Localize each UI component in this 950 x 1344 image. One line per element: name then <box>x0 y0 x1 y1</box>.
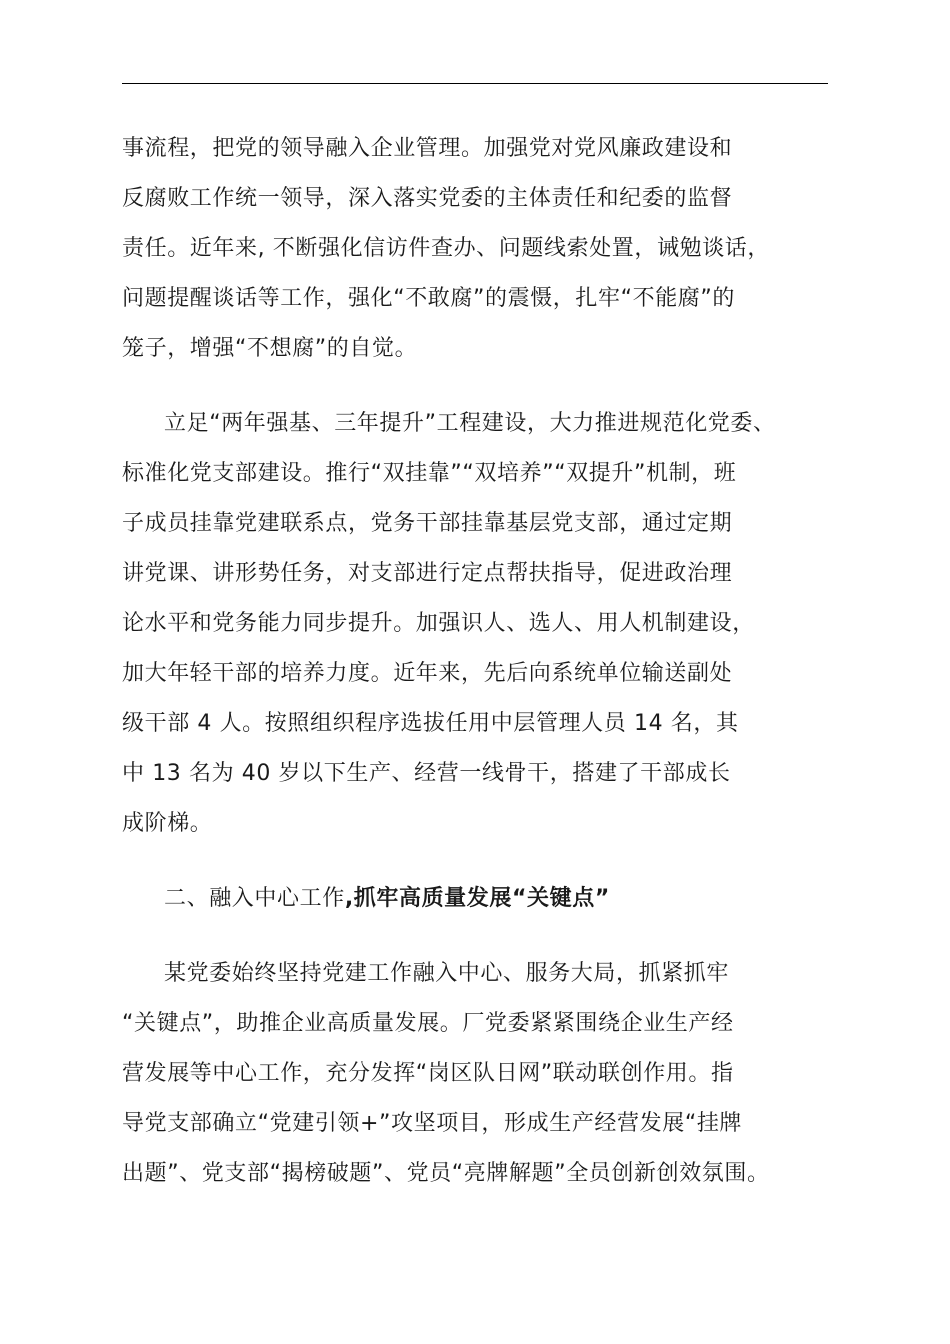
section-heading-lead: 二、融入中心工作 <box>164 886 345 911</box>
paragraph-central-work <box>122 949 862 1199</box>
text-line: 出题”、党支部“揭榜破题”、党员“亮牌解题”全员创新创效氛围。 <box>122 1161 770 1186</box>
text-line: 论水平和党务能力同步提升。加强识人、选人、用人机制建设， <box>122 611 755 636</box>
text-line: 某党委始终坚持党建工作融入中心、服务大局，抓紧抓牢 <box>164 961 730 986</box>
section-heading <box>122 874 862 924</box>
text-line: 责任。近年来, 不断强化信访件查办、问题线索处置，诫勉谈话， <box>122 236 770 261</box>
paragraph-gap <box>122 849 862 874</box>
text-line: 加大年轻干部的培养力度。近年来，先后向系统单位输送副处 <box>122 661 733 686</box>
text-line: 级干部 4 人。按照组织程序选拔任用中层管理人员 14 名，其 <box>122 711 739 736</box>
text-line: 反腐败工作统一领导，深入落实党委的主体责任和纪委的监督 <box>122 186 733 211</box>
text-line: 事流程，把党的领导融入企业管理。加强党对党风廉政建设和 <box>122 136 733 161</box>
paragraph-discipline <box>122 124 862 374</box>
text-line: 营发展等中心工作，充分发挥“岗区队日网”联动联创作用。指 <box>122 1061 734 1086</box>
text-line: 成阶梯。 <box>122 811 213 836</box>
paragraph-cadre-building <box>122 399 862 849</box>
text-line: 导党支部确立“党建引领+”攻坚项目，形成生产经营发展“挂牌 <box>122 1111 743 1136</box>
text-line: 笼子，增强“不想腐”的自觉。 <box>122 336 418 361</box>
text-line: 中 13 名为 40 岁以下生产、经营一线骨干，搭建了干部成长 <box>122 761 731 786</box>
text-line: 子成员挂靠党建联系点，党务干部挂靠基层党支部，通过定期 <box>122 511 733 536</box>
document-body <box>122 124 862 1199</box>
text-line: 问题提醒谈话等工作，强化“不敢腐”的震慑，扎牢“不能腐”的 <box>122 286 735 311</box>
text-line: 标准化党支部建设。推行“双挂靠”“双培养”“双提升”机制，班 <box>122 461 737 486</box>
paragraph-gap <box>122 374 862 399</box>
section-heading-line <box>122 874 862 924</box>
header-rule <box>122 83 828 84</box>
text-line: “关键点”，助推企业高质量发展。厂党委紧紧围绕企业生产经 <box>122 1011 734 1036</box>
text-line: 讲党课、讲形势任务，对支部进行定点帮扶指导，促进政治理 <box>122 561 733 586</box>
section-heading-rest: ,抓牢高质量发展“关键点” <box>344 886 610 911</box>
paragraph-gap <box>122 924 862 949</box>
text-line: 立足“两年强基、三年提升”工程建设，大力推进规范化党委、 <box>164 411 776 436</box>
